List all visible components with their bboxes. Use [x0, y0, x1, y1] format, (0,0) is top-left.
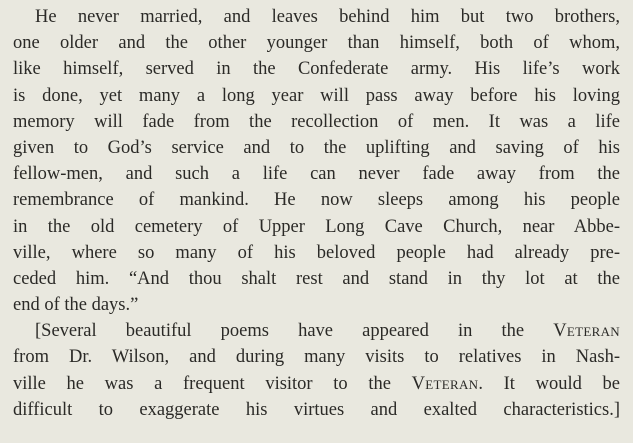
text-line — [0, 397, 633, 423]
text-line: end of the days.” — [13, 295, 139, 316]
text-line: fellow-men, and such a life can never fade away from the — [13, 164, 620, 185]
text-line: He never married, and leaves behind him but two brothers, — [35, 7, 620, 27]
text-line: is done, yet many a long year will pass away before his loving — [13, 85, 620, 106]
text-segment: . It would be — [478, 373, 620, 394]
veteran-title: Veteran — [411, 373, 479, 394]
text-segment: [Several beautiful poems have appeared in the — [35, 321, 554, 342]
veteran-title: Veteran — [553, 321, 620, 342]
text-line: remembrance of mankind. He now sleeps among his people — [13, 190, 620, 211]
paragraph-obituary — [0, 4, 633, 318]
paragraph-editor-note — [0, 318, 633, 423]
text-line: one older and the other younger than himself, both of whom, — [13, 33, 620, 54]
text-line — [0, 318, 633, 344]
text-segment: ville he was a frequent visitor to the — [13, 373, 412, 394]
text-line — [0, 344, 633, 370]
text-line: given to God’s service and to the uplifting and saving of his — [13, 137, 620, 158]
text-line — [0, 371, 633, 397]
text-line: in the old cemetery of Upper Long Cave Church, near Abbe- — [13, 216, 620, 237]
text-line: memory will fade from the recollection of men. It was a life — [13, 111, 620, 132]
text-line: ceded him. “And thou shalt rest and stand in thy lot at the — [13, 268, 620, 289]
text-segment: difficult to exaggerate his virtues and exalted characteristics.] — [13, 399, 620, 420]
text-line: ville, where so many of his beloved people had already pre- — [13, 242, 620, 263]
text-line: like himself, served in the Confederate army. His life’s work — [13, 59, 620, 80]
text-segment: from Dr. Wilson, and during many visits to relatives in Nash- — [13, 347, 620, 368]
